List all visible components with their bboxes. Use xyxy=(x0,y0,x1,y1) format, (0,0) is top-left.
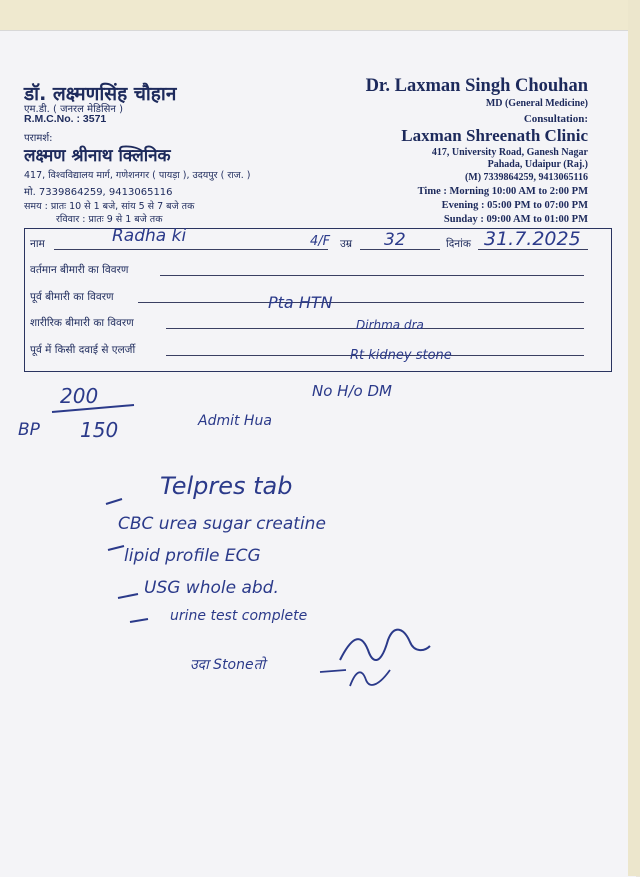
handwritten-physical-exam: Dirhma dra xyxy=(356,318,424,332)
handwritten-age: 32 xyxy=(384,230,406,250)
past-illness-label: पूर्व बीमारी का विवरण xyxy=(30,291,114,303)
handwritten-sex: 4/F xyxy=(310,234,331,249)
handwritten-bp-diastolic: 150 xyxy=(80,418,119,442)
degree-hindi: एम.डी. ( जनरल मेडिसिन ) xyxy=(24,104,123,115)
handwritten-complaint: No H/o DM xyxy=(312,382,392,400)
timing-evening: Evening : 05:00 PM to 07:00 PM xyxy=(441,200,588,211)
name-line xyxy=(54,249,328,250)
degree: MD (General Medicine) xyxy=(485,98,588,109)
clinic-name-hindi: लक्ष्मण श्रीनाथ क्लिनिक xyxy=(24,146,171,166)
allergy-label: पूर्व में किसी दवाई से एलर्जी xyxy=(30,344,136,356)
handwritten-past-illness: Pta HTN xyxy=(268,293,333,312)
handwritten-allergy: Rt kidney stone xyxy=(350,348,452,363)
timing-morning: Time : Morning 10:00 AM to 2:00 PM xyxy=(417,186,588,197)
timing-hindi: समय : प्रातः 10 से 1 बजे, सांय 5 से 7 बजे तक xyxy=(24,201,195,212)
consult-label-hindi: परामर्श: xyxy=(24,133,53,144)
handwritten-date: 31.7.2025 xyxy=(484,228,581,250)
age-label: उम्र xyxy=(340,238,353,250)
present-illness-label: वर्तमान बीमारी का विवरण xyxy=(30,264,129,276)
address-line-1: 417, University Road, Ganesh Nagar xyxy=(431,147,588,158)
handwritten-rx-2: CBC urea sugar creatine xyxy=(118,514,326,534)
phone: (M) 7339864259, 9413065116 xyxy=(464,172,588,183)
present-illness-line xyxy=(160,275,584,276)
sunday-timing-hindi: रविवार : प्रातः 9 से 1 बजे तक xyxy=(56,214,163,225)
clinic-name: Laxman Shreenath Clinic xyxy=(401,126,588,145)
past-illness-line xyxy=(138,302,584,303)
handwritten-rx-3: lipid profile ECG xyxy=(124,546,261,566)
handwritten-rx-5: urine test complete xyxy=(170,608,308,624)
paper-edge-right xyxy=(628,0,640,876)
paper-top-strip xyxy=(0,0,640,32)
handwritten-bp-prefix: BP xyxy=(18,420,40,440)
doctor-name-hindi: डॉ. लक्ष्मणसिंह चौहान xyxy=(24,83,177,105)
date-label: दिनांक xyxy=(446,238,471,250)
name-label: नाम xyxy=(30,238,45,250)
phone-hindi: मो. 7339864259, 9413065116 xyxy=(24,187,173,198)
handwritten-patient-name: Radha ki xyxy=(112,226,187,246)
physical-exam-label: शारीरिक बीमारी का विवरण xyxy=(30,317,134,329)
timing-sunday: Sunday : 09:00 AM to 01:00 PM xyxy=(443,214,588,225)
rmc-number: R.M.C.No. : 3571 xyxy=(24,113,107,125)
doctor-name: Dr. Laxman Singh Chouhan xyxy=(365,76,588,96)
handwritten-bp-systolic: 200 xyxy=(60,384,99,408)
consultation-label: Consultation: xyxy=(523,113,588,125)
handwritten-rx-4: USG whole abd. xyxy=(144,578,279,598)
handwritten-rx-1: Telpres tab xyxy=(160,472,293,500)
address-hindi: 417, विश्वविद्यालय मार्ग, गणेशनगर ( पायड़ा ), उदयपुर ( राज. ) xyxy=(24,170,251,181)
address-line-2: Pahada, Udaipur (Raj.) xyxy=(487,159,588,170)
handwritten-rx-6: उदा Stoneतो xyxy=(190,657,266,673)
handwritten-advice: Admit Hua xyxy=(198,413,272,429)
